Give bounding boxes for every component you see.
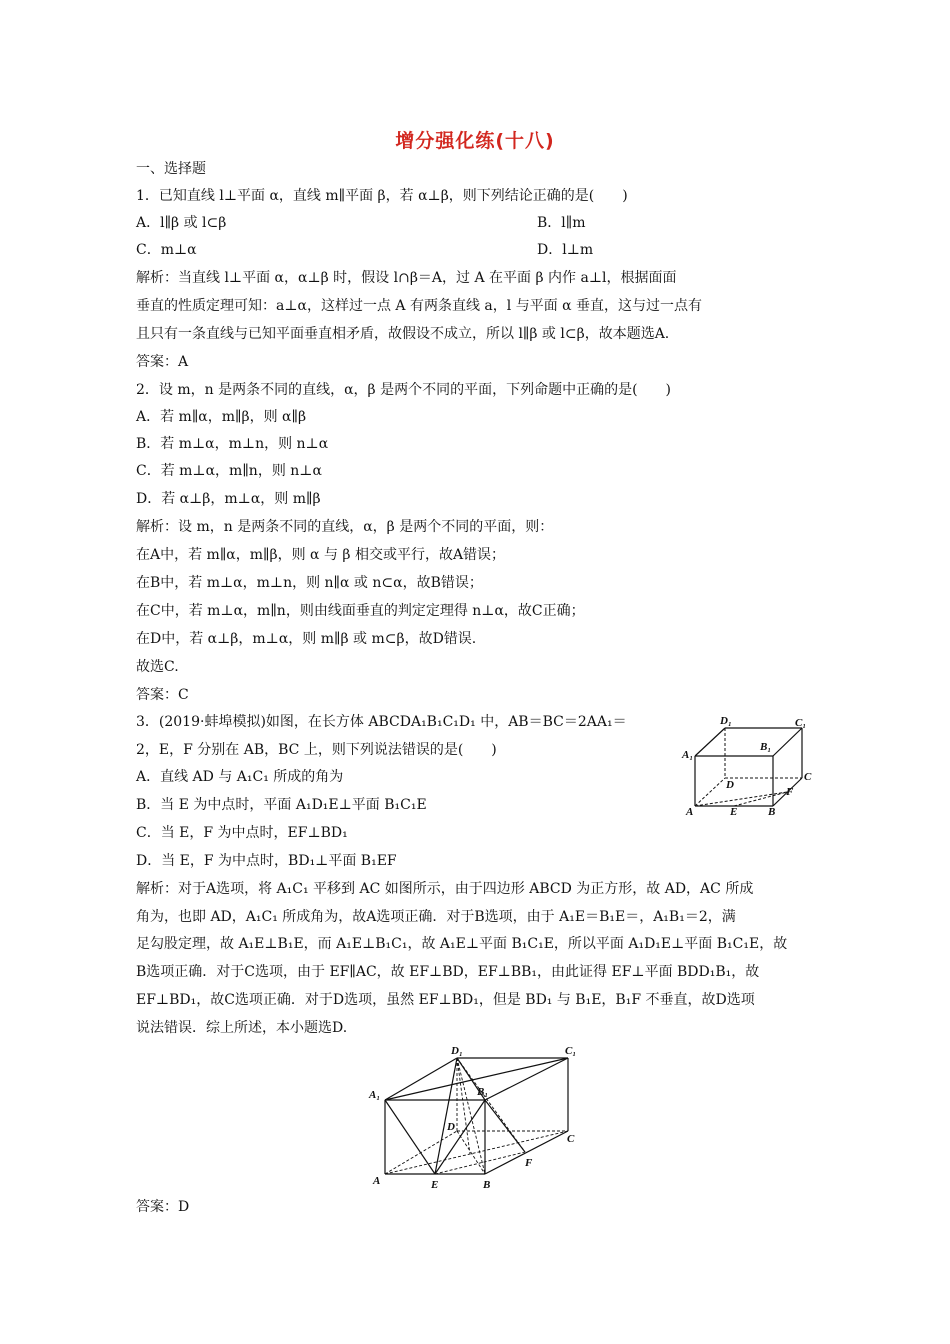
q1-option-a: A．l∥β 或 l⊂β	[136, 215, 227, 231]
q2-option-d: D．若 α⊥β，m⊥α，则 m∥β	[136, 491, 321, 507]
q3-option-a: A．直线 AD 与 A₁C₁ 所成的角为	[136, 769, 344, 785]
q2-solution-line: 在D中，若 α⊥β，m⊥α，则 m∥β 或 m⊂β，故D错误.	[136, 631, 477, 647]
q3-solution-line: 足勾股定理，故 A₁E⊥B₁E，而 A₁E⊥B₁C₁，故 A₁E⊥平面 B₁C₁E，所以平面 A₁D₁E⊥平面 B₁C₁E，故	[136, 936, 788, 952]
q2-solution-line: 在A中，若 m∥α，m∥β，则 α 与 β 相交或平行，故A错误；	[136, 547, 506, 563]
label-d1: D₁	[451, 1045, 463, 1057]
q3-option-b: B．当 E 为中点时，平面 A₁D₁E⊥平面 B₁C₁E	[136, 797, 427, 813]
cuboid-figure-large	[365, 1044, 595, 1192]
label-b1: B₁	[760, 741, 772, 753]
q2-conclusion: 故选C.	[136, 659, 179, 675]
label-d: D	[726, 779, 734, 791]
q3-option-d: D．当 E，F 为中点时，BD₁⊥平面 B₁EF	[136, 853, 397, 869]
label-f: F	[525, 1157, 533, 1169]
q1-option-b: B．l∥m	[537, 215, 586, 231]
q2-solution-line: 在B中，若 m⊥α，m⊥n，则 n∥α 或 n⊂α，故B错误；	[136, 575, 483, 591]
label-a1: A₁	[369, 1089, 381, 1101]
q2-option-a: A．若 m∥α，m∥β，则 α∥β	[136, 409, 307, 425]
q3-option-c: C．当 E，F 为中点时，EF⊥BD₁	[136, 825, 348, 841]
label-b1: B₁	[477, 1086, 489, 1098]
q1-option-c: C．m⊥α	[136, 242, 197, 258]
q3-solution-line: EF⊥BD₁，故C选项正确．对于D选项，虽然 EF⊥BD₁，但是 BD₁ 与 B₁E，B₁F 不垂直，故D选项	[136, 992, 755, 1008]
label-a: A	[686, 806, 694, 817]
q3-stem: 2，E，F 分别在 AB，BC 上，则下列说法错误的是( )	[136, 742, 497, 758]
q3-solution-line: B选项正确．对于C选项，由于 EF∥AC，故 EF⊥BD，EF⊥BB₁，由此证得 EF⊥平面 BDD₁B₁，故	[136, 964, 760, 980]
q1-solution-line: 垂直的性质定理可知：a⊥α，这样过一点 A 有两条直线 a，l 与平面 α 垂直，这与过一点有	[136, 298, 703, 314]
label-a: A	[373, 1175, 381, 1187]
section-heading: 一、选择题	[136, 161, 206, 177]
q2-stem: 2．设 m，n 是两条不同的直线，α，β 是两个不同的平面，下列命题中正确的是( )	[136, 382, 672, 398]
q2-answer: 答案：C	[136, 687, 189, 703]
label-a1: A₁	[682, 749, 694, 761]
q1-solution-line: 且只有一条直线与已知平面垂直相矛盾，故假设不成立，所以 l∥β 或 l⊂β，故本题选A.	[136, 326, 670, 342]
label-c1: C₁	[795, 717, 807, 729]
label-c: C	[567, 1133, 575, 1145]
q2-solution-line: 在C中，若 m⊥α，m∥n，则由线面垂直的判定定理得 n⊥α，故C正确；	[136, 603, 585, 619]
label-b: B	[768, 806, 776, 817]
label-d: D	[447, 1121, 455, 1133]
q2-option-c: C．若 m⊥α，m∥n，则 n⊥α	[136, 463, 322, 479]
q3-answer: 答案：D	[136, 1199, 190, 1215]
q2-option-b: B．若 m⊥α，m⊥n，则 n⊥α	[136, 436, 329, 452]
page-title: 增分强化练(十八)	[395, 130, 555, 152]
q1-stem: 1．已知直线 l⊥平面 α，直线 m∥平面 β，若 α⊥β，则下列结论正确的是( )	[136, 188, 628, 204]
q1-solution-line: 解析：当直线 l⊥平面 α，α⊥β 时，假设 l∩β＝A，过 A 在平面 β 内作 a⊥l，根据面面	[136, 270, 677, 286]
label-c: C	[804, 771, 812, 783]
q2-solution-intro: 解析：设 m，n 是两条不同的直线，α，β 是两个不同的平面，则：	[136, 519, 554, 535]
q1-option-d: D．l⊥m	[537, 242, 594, 258]
q3-solution-line: 解析：对于A选项，将 A₁C₁ 平移到 AC 如图所示，由于四边形 ABCD 为正方形，故 AD，AC 所成	[136, 881, 754, 897]
q3-stem: 3．(2019·蚌埠模拟)如图，在长方体 ABCDA₁B₁C₁D₁ 中，AB＝BC＝2AA₁＝	[136, 714, 627, 730]
label-b: B	[483, 1179, 491, 1191]
label-e: E	[730, 806, 738, 817]
label-e: E	[431, 1179, 439, 1191]
label-c1: C₁	[565, 1045, 577, 1057]
cuboid-figure-small	[680, 712, 815, 817]
label-d1: D₁	[720, 715, 732, 727]
label-f: F	[786, 786, 794, 798]
q3-solution-line: 角为，也即 AD，A₁C₁ 所成角为，故A选项正确．对于B选项，由于 A₁E＝B₁E＝，A₁B₁＝2，满	[136, 909, 736, 925]
q3-solution-line: 说法错误．综上所述，本小题选D.	[136, 1020, 348, 1036]
q1-answer: 答案：A	[136, 354, 189, 370]
